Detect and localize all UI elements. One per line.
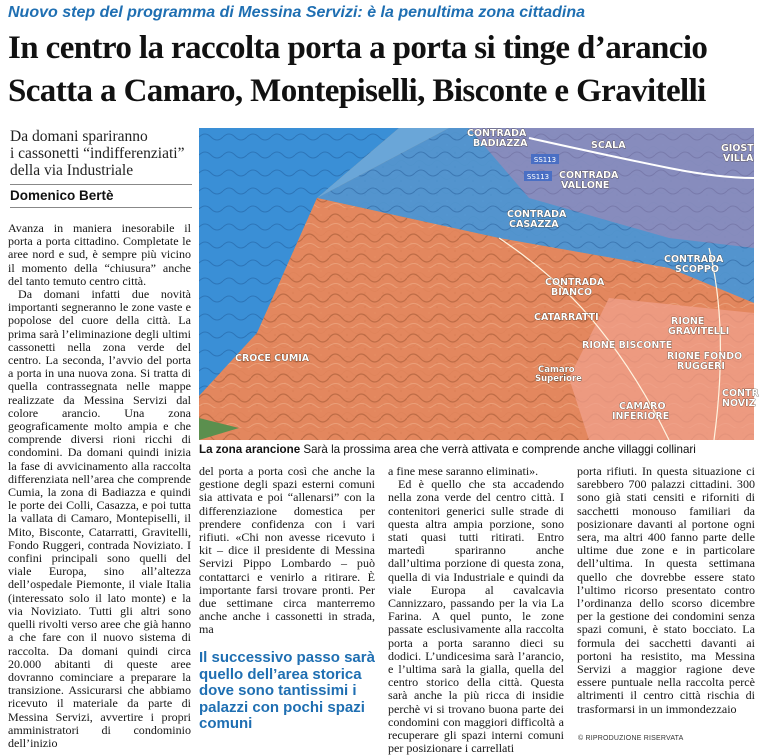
label-gravitelli: GRAVITELLI xyxy=(668,326,730,337)
zone-map xyxy=(199,128,759,440)
paragraph: porta rifiuti. In questa situazione ci sarebbero 700 palazzi cittadini. 300 sono già stati censiti e riforniti di sacchetti monouso familiari da posizionare davanti al portone ogni sera, ma altri 400 fanno parte delle ultime due zone e in particolare dell’ultima. In questa settimana quello che dovrebbe essere stato l’ultimo ricorso presentato contro l’ordinanza dello scorso dicembre per la gestione dei condomini senza spazi comuni, è stato bocciato. La formula dei sacchetti davanti ai portoni ha resistito, ma Messina Servizi a maggior ragione deve essere puntuale nella raccolta percè altrimenti il centro città rischia di trasformarsi in un immondezzaio xyxy=(577,464,755,716)
subheading-line-3: della via Industriale xyxy=(10,162,134,179)
paragraph: del porta a porta così che anche la gestione degli spazi esterni comuni sia attivata e poi “allenarsi” con la differenziazione domestica per prendere confidenza con i vari rifiuti. «Chi non avesse ricevuto i kit – dice il presidente di Messina Servizi Pippo Lombardo – può contattarci e venirlo a ritirare. È importante farsi trovare pronti. Per due settimane circa manterremo anche anche i cassonetti in strada, ma xyxy=(199,464,375,637)
label-noviziato: NOVIZ xyxy=(722,398,756,409)
paragraph: a fine mese saranno eliminati». xyxy=(388,464,539,478)
label-gravitelli: RIONE xyxy=(671,316,705,327)
map-caption xyxy=(199,443,759,456)
headline-line-1: In centro la raccolta porta a porta si tinge d’arancio xyxy=(8,30,708,66)
subheading-line-1: Da domani spariranno xyxy=(10,128,148,145)
label-camaro-inferiore: INFERIORE xyxy=(612,411,670,422)
paragraph: Avanza in maniera inesorabile il porta a porta cittadino. Completate le aree nord e sud, è sempre più vicino il momento della “chiusura” anche del tanto temuto centro città. xyxy=(8,221,191,288)
subheading-line-2: i cassonetti “indifferenziati” xyxy=(10,145,185,162)
zone-map-graphic xyxy=(199,128,759,440)
label-giostra: GIOST xyxy=(721,143,754,154)
road-label: SS113 xyxy=(533,156,557,164)
pull-quote: Il successivo passo sarà quello dell’area storica dove sono tantissimi i palazzi con pochi spazi comuni xyxy=(199,649,375,732)
copyright-notice: © RIPRODUZIONE RISERVATA xyxy=(578,735,684,742)
label-bisconte: RIONE BISCONTE xyxy=(582,340,673,351)
road-label: SS113 xyxy=(526,173,550,181)
byline: Domenico Bertè xyxy=(10,188,114,203)
label-bianco: CONTRADA xyxy=(545,277,605,288)
label-casazza: CONTRADA xyxy=(507,209,567,220)
paragraph: Ed è quello che sta accadendo nella zona verde del centro città. I contenitori generici sulle strade di questa altra ampia porzione, sono stati quasi tutti ritirati. Entro martedì spariranno anche dall’ultima porzione di questa zona, quella di via Industriale e quindi da viale Europa al cavalcavia Cannizzaro, passando per la via La Farina. A quel punto, le zone passate esclusivamente alla raccolta porta a porta saranno dieci su dodici. L’undicesima sarà l’arancio, e l’ultima sarà la gialla, quella del centro storico della città. Questa sarà anche la più ricca di insidie perchè vi si trovano buona parte dei condomini con maggiori difficoltà a recuperare gli spazi interni comuni per posizionare i carrellati xyxy=(388,477,564,755)
subheading xyxy=(10,128,190,179)
article-column-2 xyxy=(199,465,375,637)
label-ruggeri: RIONE FONDO xyxy=(667,351,743,362)
label-badiazza: BADIAZZA xyxy=(473,138,528,149)
label-vallone: CONTRADA xyxy=(559,170,619,181)
paragraph: Da domani infatti due novità importanti segneranno le zone vaste e popolose del cuore della città. La prima sarà l’eliminazione degli ultimi cassonetti nella zona verde del centro. La seconda, l’avvio del porta a porta in una nuova zona. Si tratta di quella contrassegnata nelle mappe realizzate da Messina Servizi dal colore arancio. Una zona geograficamente molto ampia e che comprende diversi rioni ricchi di condomini. Da domani quindi inizia la fase di avvicinamento alla raccolta differenziata nell’area che comprende Cumia, la zona di Badiazza e quindi le porte dei Colli, Casazza, e poi tutta la vallata di Camaro, Montepiselli, il Mito, Bisconte, Catarratti, Gravitelli, Fondo Ruggeri, contrada Noviziato. I confini principali sono quelli del viale Europa, sino all’altezza dell’ospedale Piemonte, il viale Italia (interessato solo il lato monte) e la via Noviziato. Tutti gli altri sono quelli rivolti verso aree che già hanno a che fare con il nuovo sistema di raccolta. Da domani quindi circa 20.000 abitanti di queste aree dovranno cominciare a preparare la transizione. Assicurarsi che abbiamo ricevuto il materiale da parte di Messina Servizi, avvertire i propri amministratori di condominio dell’inizio xyxy=(8,287,191,750)
article-column-4 xyxy=(577,465,755,716)
label-camaro-superiore: Camaro xyxy=(538,365,575,375)
label-catarratti: CATARRATTI xyxy=(534,312,599,323)
label-camaro-inferiore: CAMARO xyxy=(619,401,666,412)
label-noviziato: CONTR xyxy=(722,388,759,399)
label-scoppo: SCOPPO xyxy=(675,264,719,275)
label-casazza: CASAZZA xyxy=(509,219,559,230)
label-badiazza: CONTRADA xyxy=(467,128,527,139)
label-scala: SCALA xyxy=(591,140,626,151)
label-bianco: BIANCO xyxy=(551,287,593,298)
label-giostra: VILLA xyxy=(723,153,754,164)
headline-line-2: Scatta a Camaro, Montepiselli, Bisconte e Gravitelli xyxy=(8,73,706,109)
article-column-1 xyxy=(8,222,191,750)
kicker: Nuovo step del programma di Messina Servizi: è la penultima zona cittadina xyxy=(8,4,586,21)
caption-text: Sarà la prossima area che verrà attivata e comprende anche villaggi collinari xyxy=(300,443,696,456)
byline-bottom-rule xyxy=(10,207,192,208)
label-vallone: VALLONE xyxy=(561,180,610,191)
caption-bold: La zona arancione xyxy=(199,443,301,456)
label-ruggeri: RUGGERI xyxy=(677,361,725,372)
label-camaro-superiore: Superiore xyxy=(535,374,582,384)
label-croce-cumia: CROCE CUMIA xyxy=(235,353,310,364)
label-scoppo: CONTRADA xyxy=(664,254,724,265)
byline-top-rule xyxy=(10,184,192,185)
article-column-3 xyxy=(388,465,564,755)
